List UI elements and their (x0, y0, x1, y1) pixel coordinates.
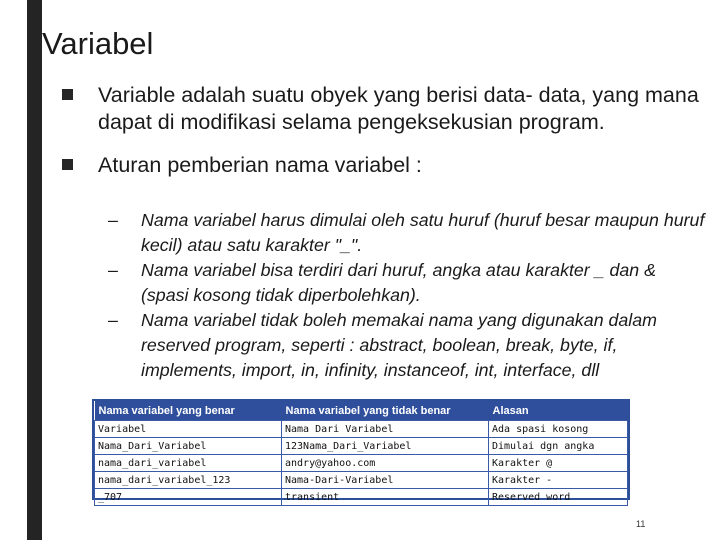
naming-table (94, 401, 628, 506)
table-cell: Karakter @ (489, 455, 628, 472)
table-cell: 123Nama_Dari_Variabel (282, 438, 489, 455)
slide-title: Variabel (42, 26, 154, 61)
table-row (95, 421, 628, 438)
page-number: 11 (636, 519, 646, 529)
bullet-text: Aturan pemberian nama variabel : (98, 153, 422, 177)
dash-icon: – (108, 310, 118, 330)
bullet-item (62, 82, 712, 136)
table-cell: Karakter - (489, 472, 628, 489)
table-cell: Dimulai dgn angka (489, 438, 628, 455)
dash-icon: – (108, 210, 118, 230)
table-cell: _707 (95, 489, 282, 506)
table-row (95, 438, 628, 455)
table-row (95, 472, 628, 489)
header-incorrect-names: Nama variabel yang tidak benar (282, 401, 489, 421)
sub-bullet-text: Nama variabel bisa terdiri dari huruf, angka atau karakter _ dan & (spasi kosong tidak diperbolehkan). (141, 260, 656, 305)
table-cell: nama_dari_variabel_123 (95, 472, 282, 489)
table-row (95, 455, 628, 472)
table-cell: Nama Dari Variabel (282, 421, 489, 438)
bullet-list (62, 82, 712, 195)
table-cell: Nama_Dari_Variabel (95, 438, 282, 455)
dash-icon: – (108, 260, 118, 280)
table-cell: nama_dari_variabel (95, 455, 282, 472)
sub-bullet-item (108, 258, 708, 308)
sub-bullet-item (108, 308, 708, 383)
sub-bullet-item (108, 208, 708, 258)
table-cell: Reserved word (489, 489, 628, 506)
square-bullet-icon (62, 159, 73, 170)
table-cell: Nama-Dari-Variabel (282, 472, 489, 489)
table-cell: andry@yahoo.com (282, 455, 489, 472)
sub-bullet-text: Nama variabel tidak boleh memakai nama yang digunakan dalam reserved program, seperti : abstract, boolean, break, byte, if, implements, import, in, infinity, instanceof, int, interface, dll (141, 310, 657, 380)
table-header-row (95, 401, 628, 421)
table-cell: transient (282, 489, 489, 506)
table-cell: Variabel (95, 421, 282, 438)
table-row (95, 489, 628, 506)
square-bullet-icon (62, 89, 73, 100)
sub-bullet-list (108, 208, 708, 383)
header-correct-names: Nama variabel yang benar (95, 401, 282, 421)
header-reason: Alasan (489, 401, 628, 421)
bullet-text: Variable adalah suatu obyek yang berisi data- data, yang mana dapat di modifikasi selama pengeksekusian program. (98, 83, 699, 134)
table-cell: Ada spasi kosong (489, 421, 628, 438)
bullet-item (62, 152, 712, 179)
sub-bullet-text: Nama variabel harus dimulai oleh satu huruf (huruf besar maupun huruf kecil) atau satu karakter "_". (141, 210, 705, 255)
left-accent-bar (27, 0, 42, 540)
variable-naming-table (92, 399, 630, 503)
